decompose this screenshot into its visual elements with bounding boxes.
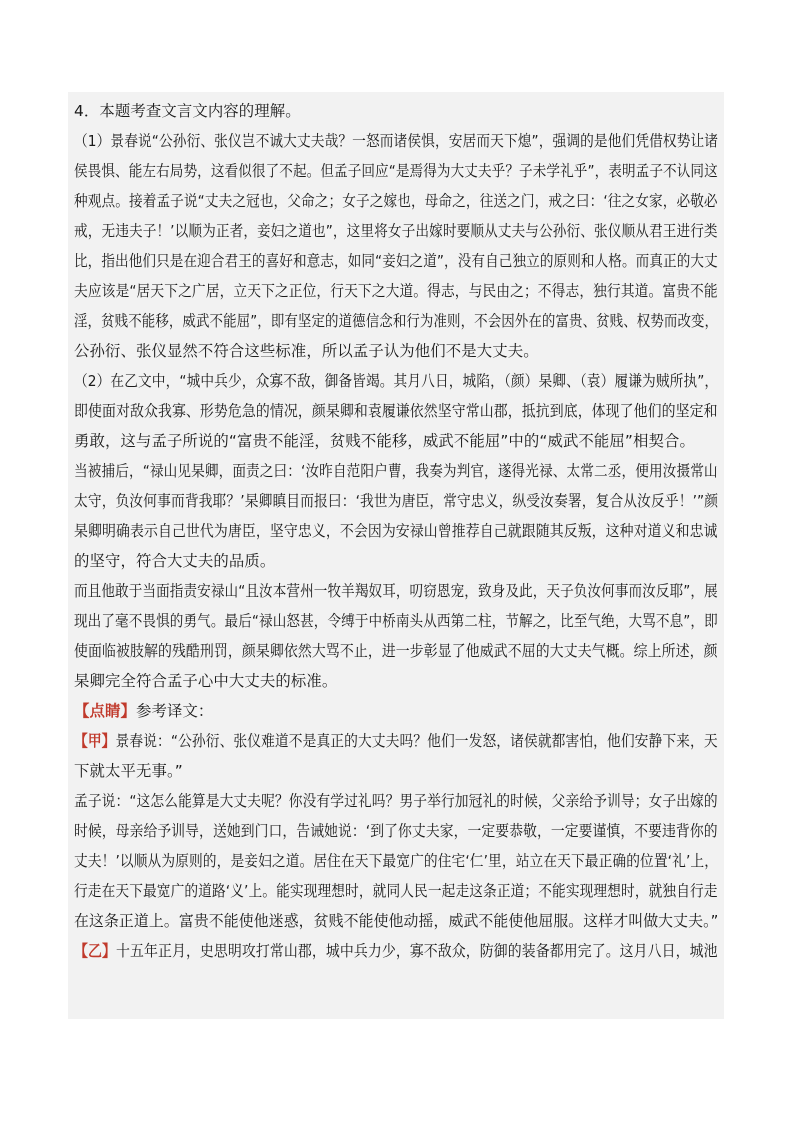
text-line: 使面临被肢解的残酷刑罚，颜杲卿依然大骂不止，进一步彰显了他威武不屈的大丈夫气概。综上所述，颜 xyxy=(74,642,718,660)
text-line: 公孙衍、张仪显然不符合这些标准，所以孟子认为他们不是大丈夫。 xyxy=(74,342,539,360)
text-line: 丈夫！’以顺从为原则的，是妾妇之道。居住在天下最宽广的住宅‘仁’里，站立在天下最正确的位置‘礼’上， xyxy=(74,852,719,870)
text-line: 时候，母亲给予训导，送她到门口，告诫她说：‘到了你丈夫家，一定要恭敬，一定要谨慎，不要违背你的 xyxy=(74,822,718,840)
text-line: 比，指出他们只是在迎合君王的喜好和意志，如同“妾妇之道”，没有自己独立的原则和人格。而真正的大丈 xyxy=(74,252,718,270)
text-line: （1）景春说“公孙衍、张仪岂不诚大丈夫哉？一怒而诸侯惧，安居而天下熄”，强调的是他们凭借权势让诸 xyxy=(74,132,719,150)
yi-tag: 【乙】 xyxy=(74,942,116,960)
text-line: 勇敢，这与孟子所说的“富贵不能淫，贫贱不能移，威武不能屈”中的“威武不能屈”相契合。 xyxy=(74,432,695,450)
text-line: 而且他敢于当面指责安禄山“且汝本营州一牧羊羯奴耳，叨窃恩宠，致身及此，天子负汝何事而汝反耶”，展 xyxy=(74,582,718,600)
dianjing-line xyxy=(74,700,213,722)
text-line: 即使面对敌众我寡、形势危急的情况，颜杲卿和袁履谦依然坚守常山郡，抵抗到底，体现了他们的坚定和 xyxy=(74,402,718,420)
text-line: 太守，负汝何事而背我耶？’杲卿瞋目而报曰：‘我世为唐臣，常守忠义，纵受汝奏署，复合从汝反乎！’”颜 xyxy=(74,492,719,510)
dianjing-tag: 【点睛】 xyxy=(74,702,136,720)
yi-line xyxy=(74,940,718,962)
text-line: 行走在天下最宽广的道路‘义’上。能实现理想时，就同人民一起走这条正道；不能实现理想时，就独自行走 xyxy=(74,882,718,900)
question-heading: 4．本题考查文言文内容的理解。 xyxy=(74,102,301,120)
text-line: 下就太平无事。” xyxy=(74,762,183,780)
text-line: 夫应该是“居天下之广居，立天下之正位，行天下之大道。得志，与民由之；不得志，独行其道。富贵不能 xyxy=(74,282,718,300)
text-line: 孟子说：“这怎么能算是大丈夫呢？你没有学过礼吗？男子举行加冠礼的时候，父亲给予训导；女子出嫁的 xyxy=(74,792,718,810)
yi-text: 十五年正月，史思明攻打常山郡，城中兵力少，寡不敌众，防御的装备都用完了。这月八日，城池 xyxy=(115,942,718,960)
text-line: 淫，贫贱不能移，威武不能屈”，即有坚定的道德信念和行为准则，不会因外在的富贵、贫贱、权势而改变， xyxy=(74,312,719,330)
dianjing-text: 参考译文： xyxy=(135,702,214,720)
text-line: 现出了毫不畏惧的勇气。最后“禄山怒甚，令缚于中桥南头从西第二柱，节解之，比至气绝，大骂不息”，即 xyxy=(74,612,718,630)
jia-tag: 【甲】 xyxy=(74,732,116,750)
text-line: 在这条正道上。富贵不能使他迷惑，贫贱不能使他动摇，威武不能使他屈服。这样才叫做大丈夫。” xyxy=(74,912,719,930)
text-line: 的坚守，符合大丈夫的品质。 xyxy=(74,552,276,570)
text-line: 戒，无违夫子！’以顺为正者，妾妇之道也”，这里将女子出嫁时要顺从丈夫与公孙衍、张仪顺从君王进行类 xyxy=(74,222,718,240)
text-line: （2）在乙文中，“城中兵少，众寡不敌，御备皆竭。其月八日，城陷，（颜）杲卿、（袁）履谦为贼所执”， xyxy=(74,372,719,390)
jia-text: 景春说：“公孙衍、张仪难道不是真正的大丈夫吗？他们一发怒，诸侯就都害怕，他们安静下来，天 xyxy=(115,732,718,750)
text-line: 侯畏惧、能左右局势，这看似很了不起。但孟子回应“是焉得为大丈夫乎？子未学礼乎”，表明孟子不认同这 xyxy=(74,162,718,180)
jia-line xyxy=(74,730,718,752)
text-line: 杲卿明确表示自己世代为唐臣，坚守忠义，不会因为安禄山曾推荐自己就跟随其反叛，这种对道义和忠诚 xyxy=(74,522,718,540)
text-line: 当被捕后，“禄山见杲卿，面责之曰：‘汝昨自范阳户曹，我奏为判官，遂得光禄、太常二丞，便用汝摄常山 xyxy=(74,462,718,480)
text-line: 种观点。接着孟子说“丈夫之冠也，父命之；女子之嫁也，母命之，往送之门，戒之曰：‘往之女家，必敬必 xyxy=(74,192,718,210)
text-line: 杲卿完全符合孟子心中大丈夫的标准。 xyxy=(74,672,338,690)
